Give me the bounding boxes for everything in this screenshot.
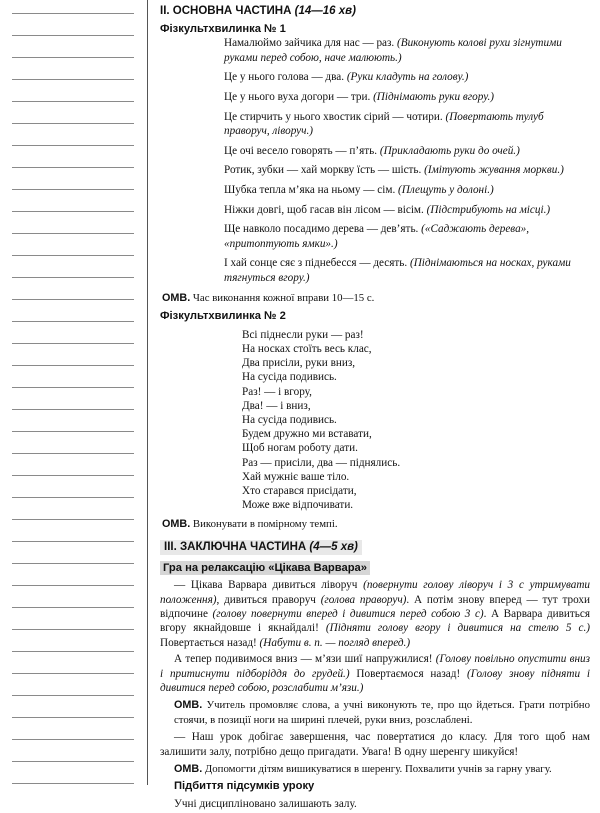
summary-title: Підбиття підсумків уроку [174,780,315,793]
exercise-line [224,222,590,251]
relaxation-paragraph-2 [160,652,590,695]
note-text: Час виконання кожної вправи 10—15 с. [190,291,375,304]
line-instruction: (Виконують колові рухи зігнутими руками перед собою, наче малюють.) [224,37,562,64]
line-instruction: (Підстрибують на місці.) [426,203,551,216]
exercise-line [224,256,590,285]
line-instruction: (Імітують жування моркви.) [424,164,564,177]
summary-text: Учні дисципліновано залишають залу. [174,797,357,810]
spoken-text: . А Варвара дивиться вгору якнайдовше і якнайдалі! [160,607,590,635]
line-instruction: (Піднімаються на носках, руками тягнуться вгору.) [224,257,571,284]
relaxation-paragraph-3: — Наш урок добігає завершення, час повертатися до класу. Для того щоб нам залишити залу, потрібно дещо пригадати. Увага! В одну шеренгу шикуйся! [160,731,590,758]
section-3-time: (4—5 хв) [309,540,358,553]
line-text: Ще навколо посадимо дерева — дев’ять. [224,223,422,236]
exercise-line [224,163,590,178]
notes-margin [0,0,148,785]
exercise-line [224,203,590,218]
line-text: Це у нього вуха догори — три. [224,90,374,103]
rhyme-line: На сусіда подивись. [242,371,337,384]
note-text: Виконувати в помірному темпі. [190,518,338,531]
exercise-2-note [162,517,590,532]
exercise-1-lines [224,36,590,285]
exercise-line [224,90,590,105]
line-text: Це очі весело говорять — п’ять. [224,144,380,157]
exercise-line [224,144,590,159]
section-2-time: (14—16 хв) [294,5,356,17]
line-instruction: (Руки кладуть на голову.) [346,71,469,84]
rhyme-line: На сусіда подивись. [242,413,337,426]
section-3-heading [160,540,362,555]
relaxation-note [174,698,590,727]
line-text: Шубка тепла м’яка на ньому — сім. [224,183,399,196]
line-text: Намалюймо зайчика для нас — раз. [224,37,398,50]
rhyme-line: На носках стоїть весь клас, [242,342,372,355]
section-3-title: ІІІ. ЗАКЛЮЧНА ЧАСТИНА [164,540,307,553]
spoken-text: Повертаємося назад! [349,667,468,680]
note-text: Учитель промовляє слова, а учні виконують те, про що йдеться. Грати потрібно стоячи, в позиції ноги на ширині плечей, руки вниз, розслаблені. [174,699,590,726]
exercise-line [224,110,590,139]
spoken-text: Повертається назад! [160,636,260,649]
spoken-text: , дивиться праворуч [216,593,321,606]
spoken-text: — Цікава Варвара дивиться ліворуч [174,579,364,592]
section-2-title: ІІ. ОСНОВНА ЧАСТИНА [160,5,292,17]
rhyme-line: Раз! — і вгору, [242,385,312,398]
page-content [160,0,590,813]
rhyme-line: Два! — і вниз, [242,399,311,412]
exercise-1-title: Фізкультхвилинка № 1 [160,22,286,35]
exercise-line [224,70,590,85]
line-instruction: (Піднімають руки вгору.) [373,90,494,103]
line-text: Це у нього голова — два. [224,71,347,84]
rhyme-line: Всі піднесли руки — раз! [242,328,364,341]
exercise-2-lines [242,328,590,513]
instruction-text: (Підняти голову вгору і дивитися на стелю 5 с.) [325,622,590,635]
instruction-text: (голова праворуч) [320,593,407,606]
spoken-text: А тепер подивимося вниз — м’язи шиї напружилися! [174,653,436,666]
line-text: Ротик, зубки — хай моркву їсть — шість. [224,164,425,177]
exercise-line [224,183,590,198]
spoken-text: . А потім знову вперед — тут трохи відпочине [160,593,590,620]
rhyme-line: Два присіли, руки вниз, [242,357,356,370]
note-label: ОМВ. [174,762,203,775]
line-instruction: (Прикладають руки до очей.) [379,144,520,157]
line-text: Ніжки довгі, щоб гасав він лісом — вісім. [224,203,427,216]
relaxation-game-title: Гра на релаксацію «Цікава Варвара» [160,561,370,576]
lineup-note [174,762,590,776]
line-text: Це стирчить у нього хвостик сірий — чотири. [224,110,446,123]
rhyme-line: Може вже відпочивати. [242,499,354,512]
section-2-heading [160,4,590,19]
rhyme-line: Раз — присіли, два — піднялись. [242,456,401,469]
exercise-1-note [162,291,590,306]
rhyme-line: Хто старався присідати, [242,484,357,497]
line-text: І хай сонце сяє з піднебесся — десять. [224,257,410,270]
note-label: ОМВ. [162,291,191,304]
instruction-text: (голову повернути вперед і дивитися перед собою 3 с) [212,607,484,620]
exercise-line [224,36,590,65]
instruction-text: (Набути в. п. — погляд вперед.) [259,636,411,649]
exercise-2-title: Фізкультхвилинка № 2 [160,310,286,323]
rhyme-line: Щоб ногам роботу дати. [242,442,358,455]
note-label: ОМВ. [162,518,191,531]
note-text: Допомогти дітям вишикуватися в шеренгу. Похвалити учнів за гарну увагу. [202,762,552,775]
line-instruction: (Повертають тулуб праворуч, ліворуч.) [224,110,544,138]
instruction-text: (Голову знову підняти і дивитися перед собою, розслабити м’язи.) [160,667,590,694]
rhyme-line: Хай мужніє ваше тіло. [242,470,350,483]
relaxation-paragraph-1 [160,578,590,650]
instruction-text: (Голову повільно опустити вниз і притиснути підборіддя до грудей.) [160,653,590,680]
instruction-text: (повернути голову ліворуч і 3 с утримувати положення) [160,579,590,606]
note-label: ОМВ. [174,699,203,712]
line-instruction: (Плещуть у долоні.) [398,183,494,196]
line-instruction: («Саджають дерева», «притоптують ямки».) [224,223,530,250]
rhyme-line: Будем дружно ми вставати, [242,428,372,441]
